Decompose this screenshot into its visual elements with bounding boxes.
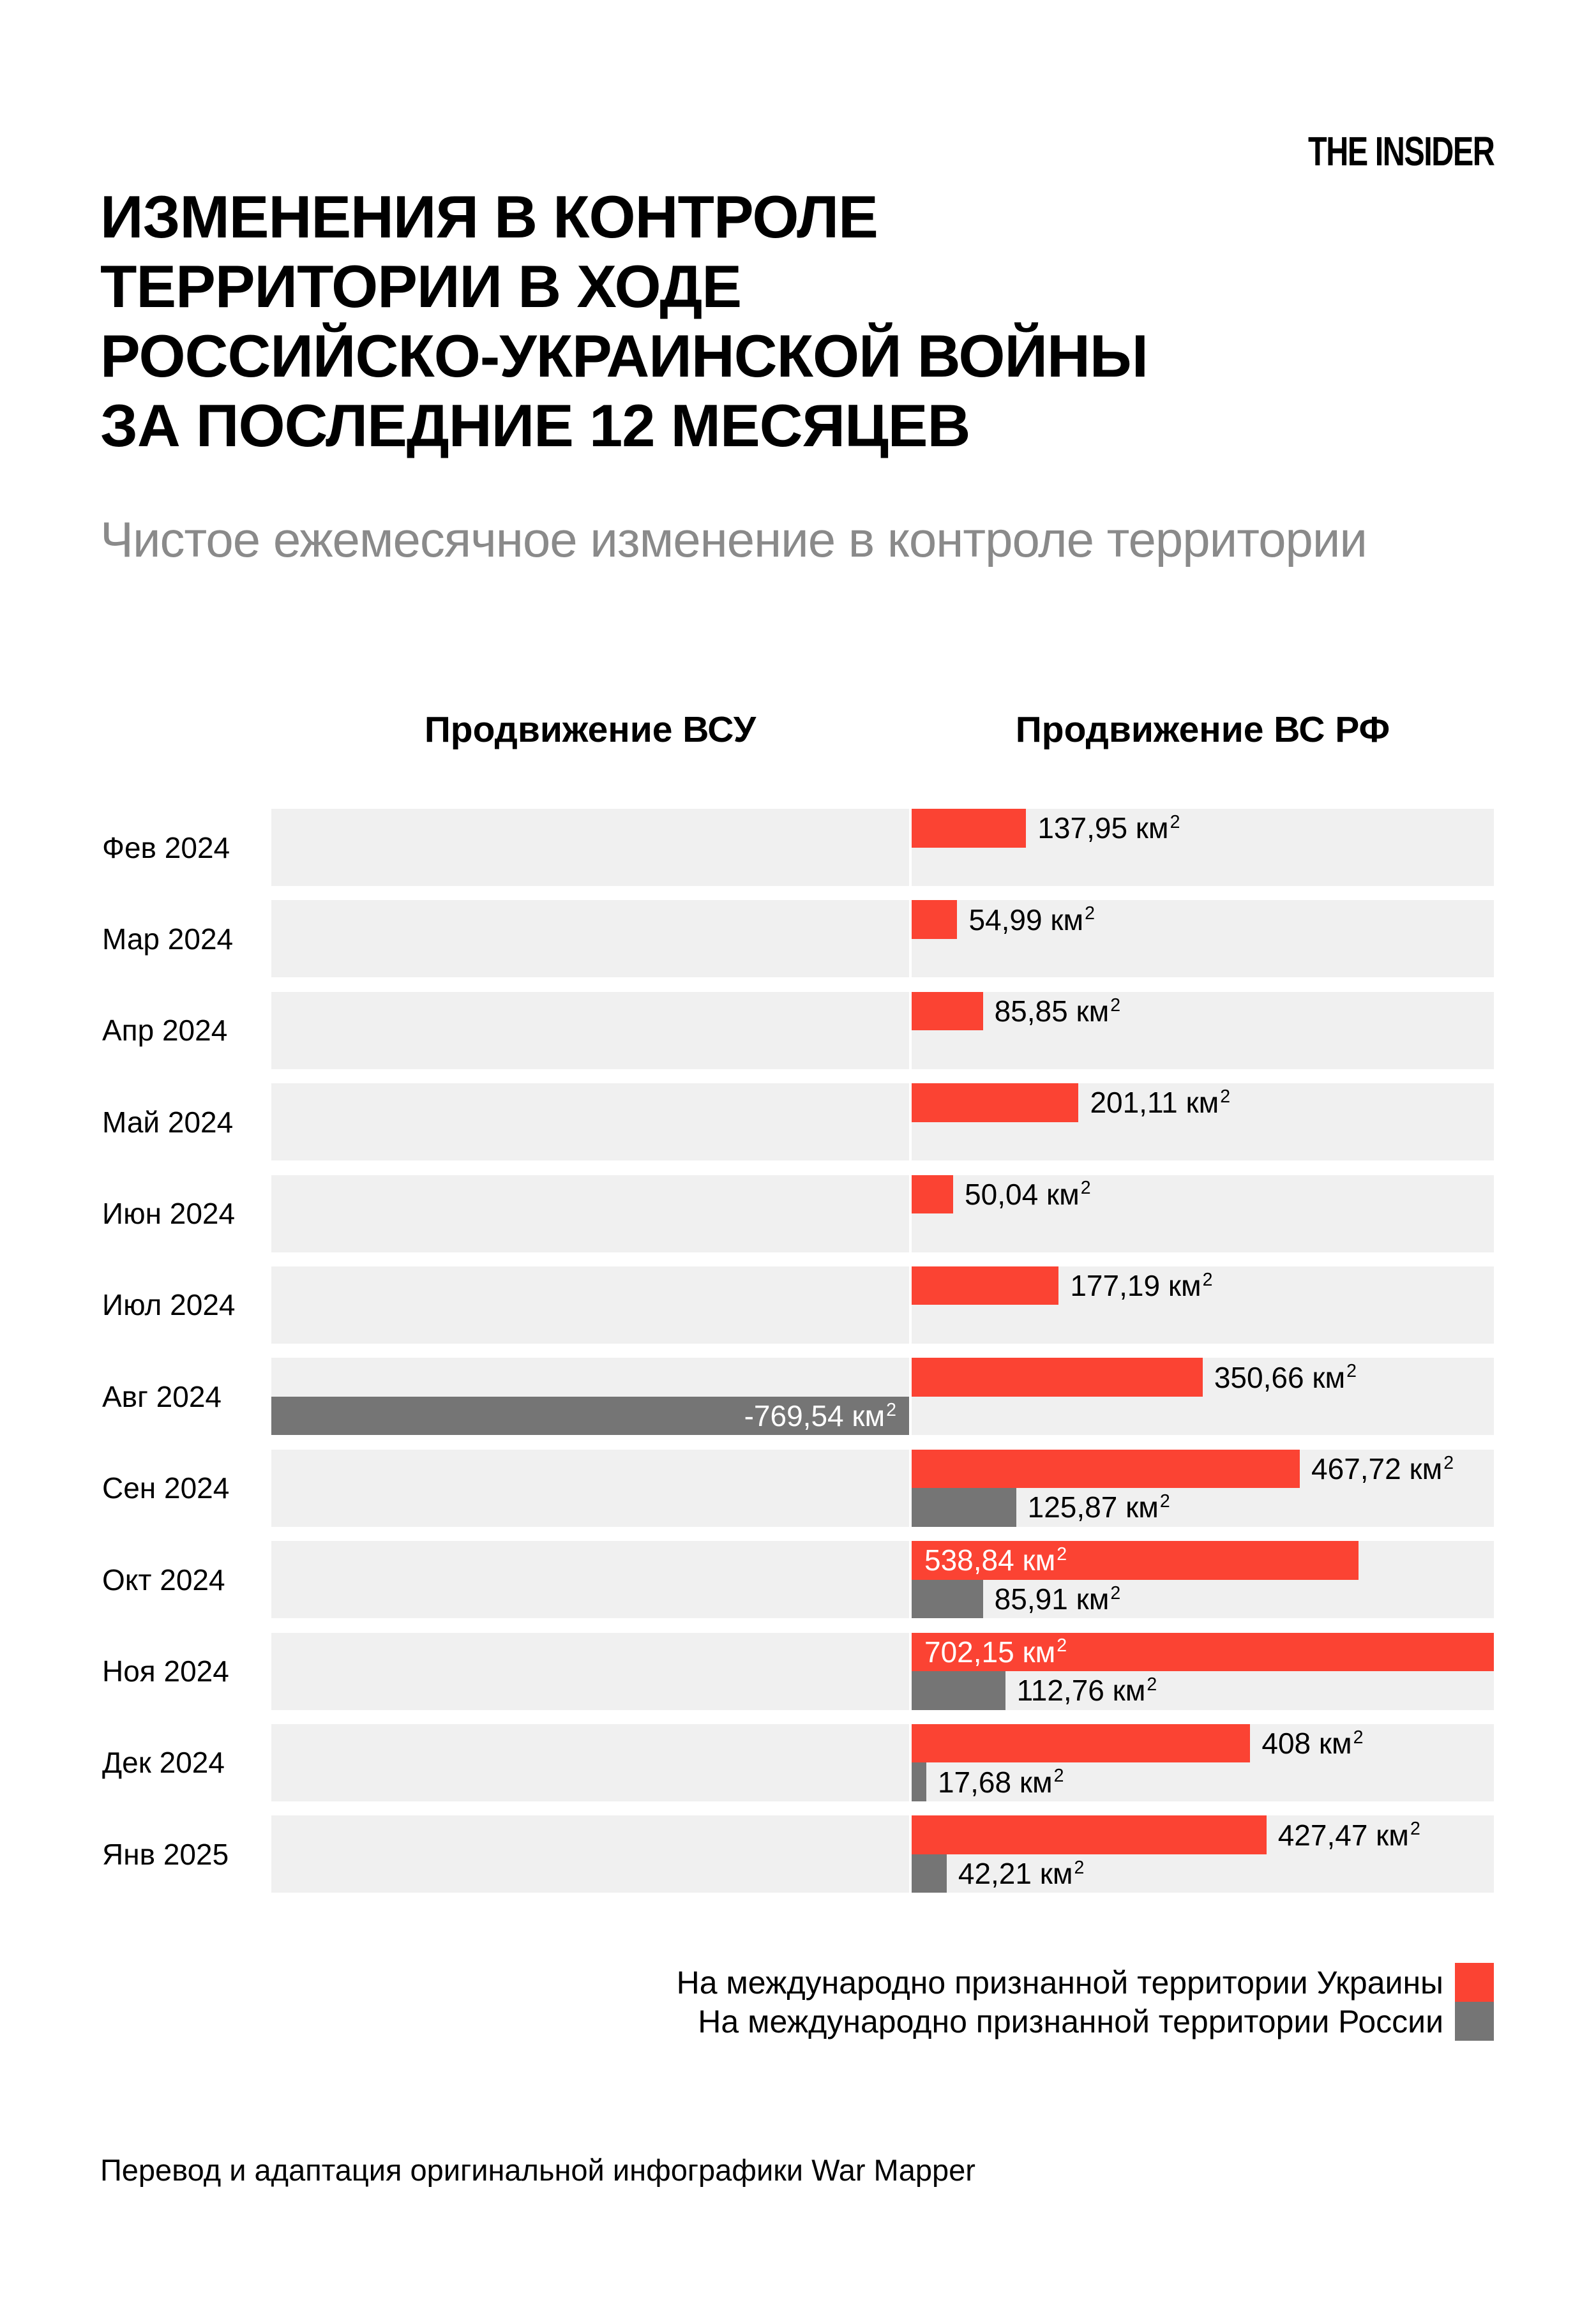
- chart-row: [102, 1266, 1494, 1344]
- row-band-left: [271, 1815, 909, 1893]
- value-text: 17,68 $км^2$: [937, 1765, 1064, 1799]
- row-band-left: [271, 1266, 909, 1344]
- rf-advance-bar: [912, 1083, 1078, 1122]
- value-text: 85,91 $км^2$: [994, 1582, 1121, 1616]
- chart-row: [102, 900, 1494, 977]
- value-text: 42,21 $км^2$: [958, 1857, 1085, 1891]
- chart-row: [102, 809, 1494, 886]
- row-band-left: [271, 900, 909, 977]
- chart-row: [102, 992, 1494, 1069]
- value-text: 137,95 $км^2$: [1037, 811, 1180, 845]
- secondary-bar: [912, 1854, 947, 1893]
- row-month-label: Дек 2024: [102, 1746, 225, 1780]
- rf-advance-value-label: [1278, 1815, 1420, 1854]
- secondary-value-label: [995, 1580, 1121, 1619]
- row-month-label: Авг 2024: [102, 1379, 222, 1413]
- chart-row: [102, 1083, 1494, 1160]
- row-band-left: [271, 1450, 909, 1527]
- page-subtitle: Чистое ежемесячное изменение в контроле территории: [100, 511, 1367, 567]
- value-text: 350,66 $км^2$: [1214, 1360, 1357, 1394]
- legend: [677, 1963, 1494, 2041]
- rf-advance-bar: [912, 1175, 953, 1214]
- secondary-value-label: [938, 1762, 1064, 1801]
- value-text: 85,85 $км^2$: [994, 995, 1121, 1028]
- the-insider-logo: THE INSIDER: [1307, 128, 1494, 174]
- value-text: 177,19 $км^2$: [1070, 1269, 1213, 1303]
- value-text: 538,84 $км^2$: [924, 1543, 1067, 1577]
- chart-row: [102, 1358, 1494, 1435]
- row-band-left: [271, 809, 909, 886]
- value-text: 50,04 $км^2$: [965, 1177, 1091, 1211]
- row-band-left: [271, 1175, 909, 1252]
- title-line-3: РОССИЙСКО-УКРАИНСКОЙ ВОЙНЫ: [100, 322, 1148, 389]
- column-header-vsu-advance: Продвижение ВСУ: [424, 709, 757, 750]
- secondary-value-label: [1028, 1488, 1170, 1527]
- secondary-bar: [912, 1488, 1016, 1527]
- rf-advance-value-label: [1311, 1450, 1454, 1489]
- rf-advance-value-label: [965, 1175, 1091, 1214]
- legend-item-ukraine-territory: [677, 1963, 1494, 2002]
- title-line-4: ЗА ПОСЛЕДНИЕ 12 МЕСЯЦЕВ: [100, 392, 970, 459]
- secondary-value-label: [744, 1397, 896, 1436]
- rf-advance-value-label: [1037, 809, 1180, 848]
- value-text: 427,47 $км^2$: [1277, 1818, 1420, 1852]
- value-text: 54,99 $км^2$: [968, 903, 1095, 936]
- rf-advance-bar: [912, 809, 1026, 848]
- legend-item-russia-territory: [677, 2002, 1494, 2041]
- chart-rows: [102, 809, 1494, 1907]
- chart-row: [102, 1815, 1494, 1893]
- value-text: 408 $км^2$: [1261, 1727, 1364, 1761]
- legend-label-russia: На международно признанной территории России: [698, 2003, 1443, 2039]
- row-month-label: Ноя 2024: [102, 1655, 229, 1688]
- row-band-left: [271, 992, 909, 1069]
- value-text: -769,54 $км^2$: [744, 1399, 896, 1433]
- rf-advance-bar: [912, 1724, 1250, 1763]
- rf-advance-value-label: [1214, 1358, 1357, 1397]
- value-text: 467,72 $км^2$: [1311, 1452, 1454, 1485]
- secondary-value-label: [1017, 1671, 1157, 1710]
- row-band-left: [271, 1083, 909, 1160]
- value-text: 702,15 $км^2$: [924, 1635, 1067, 1669]
- legend-swatch-gray: [1455, 2002, 1494, 2041]
- chart-row: [102, 1633, 1494, 1710]
- row-band-left: [271, 1633, 909, 1710]
- chart-row: [102, 1175, 1494, 1252]
- value-text: 125,87 $км^2$: [1027, 1491, 1170, 1524]
- rf-advance-bar: [912, 992, 983, 1031]
- title-line-1: ИЗМЕНЕНИЯ В КОНТРОЛЕ: [100, 183, 878, 250]
- legend-swatch-red: [1455, 1963, 1494, 2002]
- title-line-2: ТЕРРИТОРИИ В ХОДЕ: [100, 253, 742, 320]
- row-month-label: Сен 2024: [102, 1471, 230, 1505]
- rf-advance-value-label: [924, 1541, 1067, 1580]
- rf-advance-value-label: [1261, 1724, 1363, 1763]
- secondary-bar: [912, 1762, 926, 1801]
- rf-advance-bar: [912, 900, 957, 939]
- chart-row: [102, 1450, 1494, 1527]
- rf-advance-value-label: [968, 900, 1095, 939]
- rf-advance-value-label: [1090, 1083, 1230, 1122]
- row-month-label: Май 2024: [102, 1105, 234, 1139]
- rf-advance-bar: [912, 1266, 1058, 1305]
- secondary-bar: [912, 1580, 983, 1619]
- row-month-label: Апр 2024: [102, 1014, 228, 1048]
- page-title: [100, 182, 1148, 460]
- value-text: 201,11 $км^2$: [1090, 1086, 1231, 1120]
- rf-advance-bar: [912, 1450, 1300, 1489]
- column-header-rf-advance: Продвижение ВС РФ: [1015, 709, 1390, 750]
- chart-row: [102, 1724, 1494, 1801]
- row-month-label: Фев 2024: [102, 830, 230, 864]
- row-band-left: [271, 1541, 909, 1618]
- row-month-label: Окт 2024: [102, 1563, 225, 1596]
- rf-advance-value-label: [1070, 1266, 1212, 1305]
- chart-row: [102, 1541, 1494, 1618]
- secondary-bar: [912, 1671, 1005, 1710]
- rf-advance-value-label: [995, 992, 1121, 1031]
- secondary-value-label: [958, 1854, 1085, 1893]
- row-band-left: [271, 1724, 909, 1801]
- row-month-label: Июн 2024: [102, 1197, 236, 1231]
- value-text: 112,76 $км^2$: [1016, 1674, 1157, 1708]
- rf-advance-bar: [912, 1358, 1203, 1397]
- row-month-label: Янв 2025: [102, 1837, 229, 1871]
- legend-label-ukraine: На международно признанной территории Украины: [676, 1964, 1443, 2001]
- row-month-label: Июл 2024: [102, 1288, 236, 1322]
- row-month-label: Мар 2024: [102, 922, 234, 956]
- attribution-footer: Перевод и адаптация оригинальной инфографики War Mapper: [100, 2153, 975, 2187]
- rf-advance-value-label: [924, 1633, 1067, 1672]
- rf-advance-bar: [912, 1815, 1267, 1854]
